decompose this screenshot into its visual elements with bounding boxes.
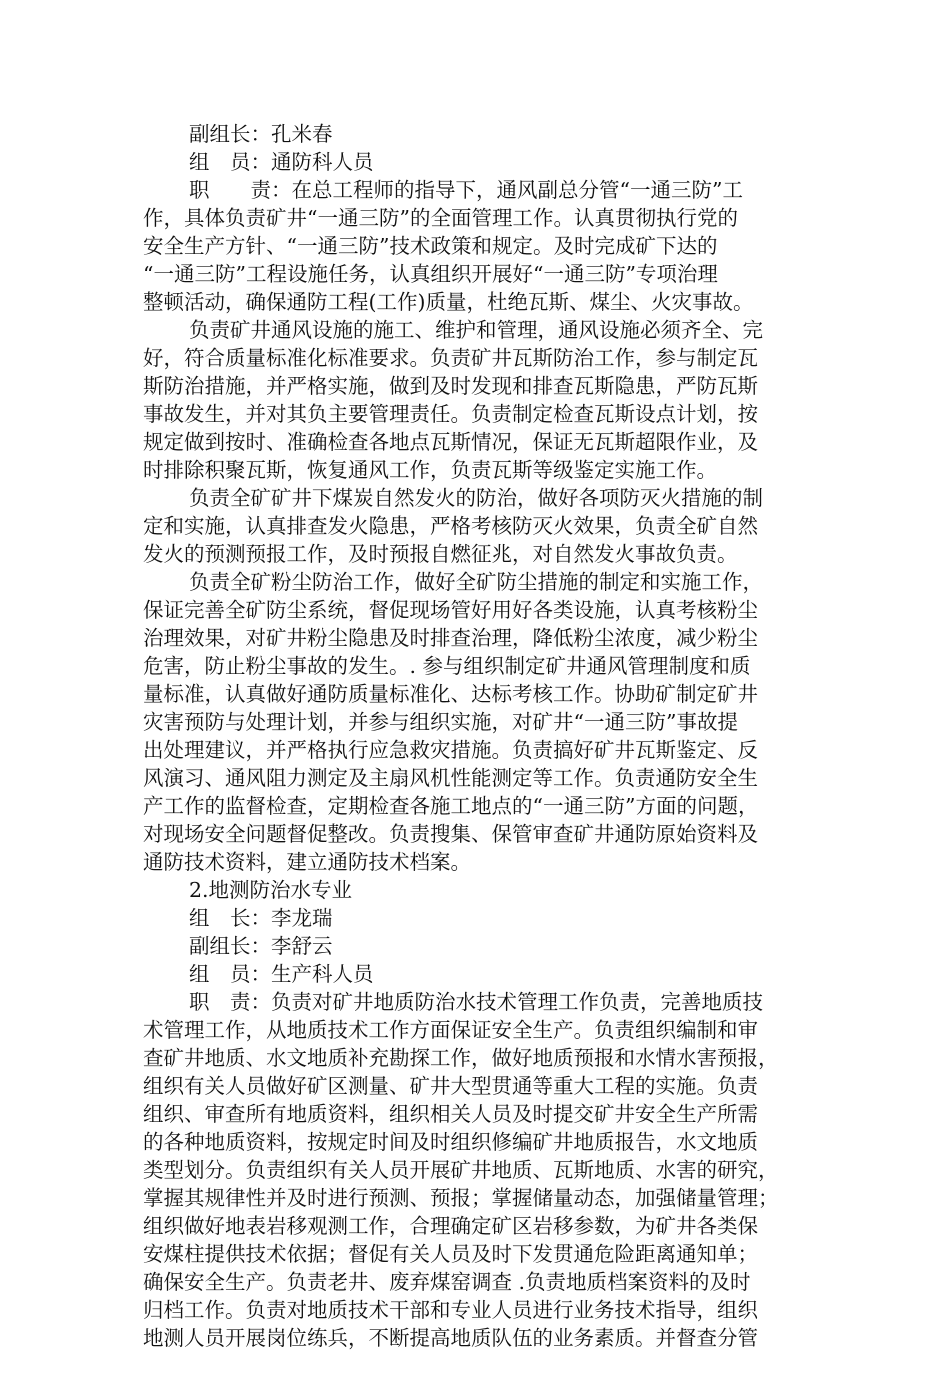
text-line: 负责矿井通风设施的施工、维护和管理，通风设施必须齐全、完 — [189, 318, 763, 342]
text-line: 副组长：李舒云 — [189, 934, 333, 958]
text-line: 负责全矿粉尘防治工作，做好全矿防尘措施的制定和实施工作， — [189, 570, 763, 594]
text-line: 灾害预防与处理计划，并参与组织实施，对矿井“一通三防”事故提 — [143, 710, 738, 734]
text-line: 安煤柱提供技术依据；督促有关人员及时下发贯通危险距离通知单； — [143, 1242, 758, 1266]
text-line: 好，符合质量标准化标准要求。负责矿井瓦斯防治工作，参与制定瓦 — [143, 346, 758, 370]
text-line: 组织有关人员做好矿区测量、矿井大型贯通等重大工程的实施。负责 — [143, 1074, 758, 1098]
text-line: 规定做到按时、准确检查各地点瓦斯情况，保证无瓦斯超限作业，及 — [143, 430, 758, 454]
text-line: 类型划分。负责组织有关人员开展矿井地质、瓦斯地质、水害的研究， — [143, 1158, 779, 1182]
text-line: 确保安全生产。负责老井、废弃煤窑调查 .负责地质档案资料的及时 — [143, 1270, 751, 1294]
text-line: 量标准，认真做好通防质量标准化、达标考核工作。协助矿制定矿井 — [143, 682, 758, 706]
text-line: 组 长：李龙瑞 — [189, 906, 333, 930]
text-line: 治理效果，对矿井粉尘隐患及时排查治理，降低粉尘浓度，减少粉尘 — [143, 626, 758, 650]
text-line: 的各种地质资料，按规定时间及时组织修编矿井地质报告，水文地质 — [143, 1130, 758, 1154]
text-line: 归档工作。负责对地质技术干部和专业人员进行业务技术指导，组织 — [143, 1298, 758, 1322]
text-line: 危害，防止粉尘事故的发生。. 参与组织制定矿井通风管理制度和质 — [143, 654, 751, 678]
text-line: 风演习、通风阻力测定及主扇风机性能测定等工作。负责通防安全生 — [143, 766, 758, 790]
text-line: 通防技术资料，建立通防技术档案。 — [143, 850, 471, 874]
text-line: 组织做好地表岩移观测工作，合理确定矿区岩移参数，为矿井各类保 — [143, 1214, 758, 1238]
text-line: “一通三防”工程设施任务，认真组织开展好“一通三防”专项治理 — [143, 262, 718, 286]
text-line: 掌握其规律性并及时进行预测、预报；掌握储量动态，加强储量管理； — [143, 1186, 779, 1210]
text-line: 出处理建议，并严格执行应急救灾措施。负责搞好矿井瓦斯鉴定、反 — [143, 738, 758, 762]
text-line: 保证完善全矿防尘系统，督促现场管好用好各类设施，认真考核粉尘 — [143, 598, 758, 622]
text-line: 时排除积聚瓦斯，恢复通风工作，负责瓦斯等级鉴定实施工作。 — [143, 458, 717, 482]
text-line — [143, 1352, 815, 1380]
text-line: 组织、审查所有地质资料，组织相关人员及时提交矿井安全生产所需 — [143, 1102, 758, 1126]
text-line: 发火的预测预报工作，及时预报自燃征兆，对自然发火事故负责。 — [143, 542, 738, 566]
text-line: 斯防治措施，并严格实施，做到及时发现和排查瓦斯隐患，严防瓦斯 — [143, 374, 758, 398]
text-line: 定和实施，认真排查发火隐患，严格考核防灭火效果，负责全矿自然 — [143, 514, 758, 538]
text-line: 组 员：通防科人员 — [189, 150, 374, 174]
document-body — [143, 120, 815, 1380]
section-heading: 2.地测防治水专业 — [189, 878, 353, 902]
text-line: 事故发生，并对其负主要管理责任。负责制定检查瓦斯设点计划，按 — [143, 402, 758, 426]
text-line: 负责全矿矿井下煤炭自然发火的防治，做好各项防灭火措施的制 — [189, 486, 763, 510]
text-line: 副组长：孔米春 — [189, 122, 333, 146]
text-line: 职 责：在总工程师的指导下，通风副总分管“一通三防”工 — [189, 178, 743, 202]
text-line: 组 员：生产科人员 — [189, 962, 374, 986]
text-line: 地测人员开展岗位练兵，不断提高地质队伍的业务素质。并督查分管 — [143, 1326, 758, 1350]
text-line: 作，具体负责矿井“一通三防”的全面管理工作。认真贯彻执行党的 — [143, 206, 738, 230]
text-line: 产工作的监督检查，定期检查各施工地点的“一通三防”方面的问题， — [143, 794, 759, 818]
text-line: 对现场安全问题督促整改。负责搜集、保管审查矿井通防原始资料及 — [143, 822, 758, 846]
text-line: 职 责：负责对矿井地质防治水技术管理工作负责，完善地质技 — [189, 990, 763, 1014]
text-line: 整顿活动，确保通防工程(工作)质量，杜绝瓦斯、煤尘、火灾事故。 — [143, 290, 754, 314]
text-line: 安全生产方针、“一通三防”技术政策和规定。及时完成矿下达的 — [143, 234, 718, 258]
text-line: 术管理工作，从地质技术工作方面保证安全生产。负责组织编制和审 — [143, 1018, 758, 1042]
text-line: 查矿井地质、水文地质补充勘探工作，做好地质预报和水情水害预报， — [143, 1046, 779, 1070]
